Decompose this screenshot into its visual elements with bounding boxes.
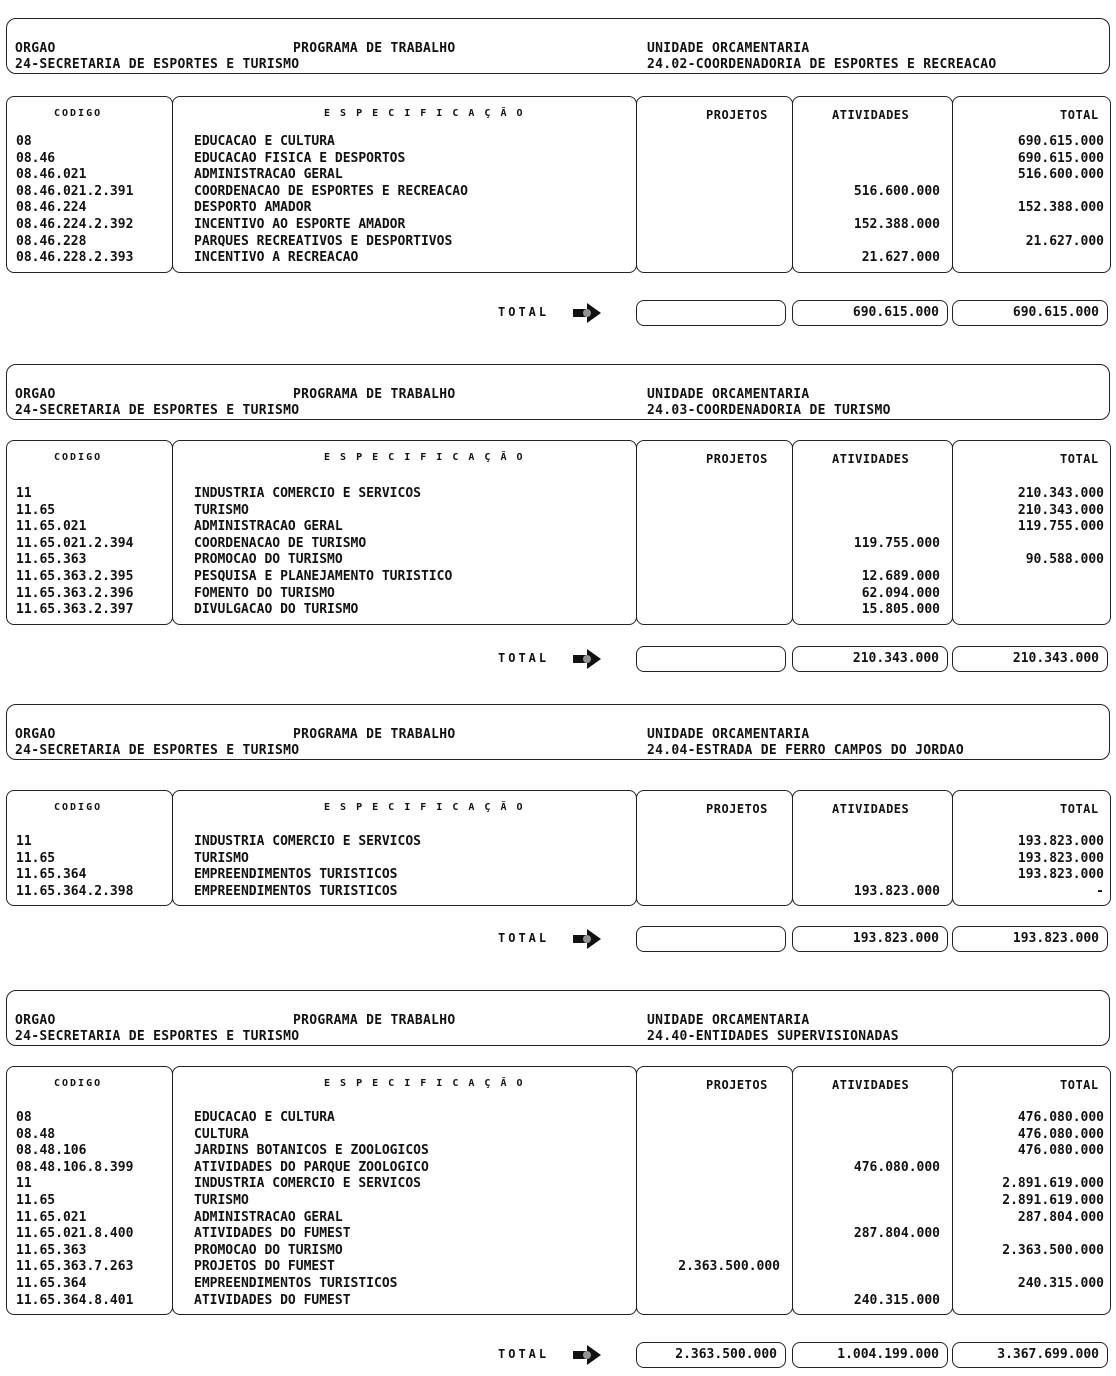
unidade-value: 24.40-ENTIDADES SUPERVISIONADAS: [647, 1029, 899, 1044]
programa-label: PROGRAMA DE TRABALHO: [293, 727, 456, 742]
table-row: [6, 1226, 1110, 1242]
cell-codigo: 11.65.363.2.397: [16, 602, 134, 618]
cell-codigo: 11.65.363: [16, 552, 87, 568]
cell-codigo: 08: [16, 1110, 32, 1125]
cell-codigo: 08.46: [16, 150, 56, 166]
header-atividades: ATIVIDADES: [832, 452, 910, 466]
cell-atividades: 240.315.000: [853, 1292, 940, 1308]
cell-especificacao: DIVULGACAO DO TURISMO: [194, 602, 359, 618]
cell-especificacao: EDUCACAO FISICA E DESPORTOS: [194, 150, 406, 166]
cell-especificacao: TURISMO: [194, 502, 249, 518]
cell-especificacao: ATIVIDADES DO FUMEST: [194, 1292, 351, 1308]
cell-total: 476.080.000: [1017, 1110, 1104, 1125]
table-row: [6, 1276, 1110, 1292]
table-row: [6, 1210, 1110, 1226]
table-row: [6, 1127, 1110, 1143]
total-projetos-box: 2.363.500.000: [636, 1342, 786, 1368]
cell-codigo: 08.46.224: [16, 200, 87, 216]
cell-especificacao: EDUCACAO E CULTURA: [194, 134, 335, 149]
cell-codigo: 11.65.363.2.395: [16, 569, 134, 584]
unidade-value: 24.04-ESTRADA DE FERRO CAMPOS DO JORDAO: [647, 743, 964, 758]
cell-especificacao: COORDENACAO DE ESPORTES E RECREACAO: [194, 183, 468, 199]
cell-especificacao: ADMINISTRACAO GERAL: [194, 519, 343, 535]
header-atividades: ATIVIDADES: [832, 108, 910, 122]
cell-codigo: 08.46.228: [16, 233, 87, 249]
cell-total: 119.755.000: [1017, 519, 1104, 535]
cell-especificacao: FOMENTO DO TURISMO: [194, 585, 335, 601]
cell-codigo: 11.65.364: [16, 1276, 87, 1291]
header-projetos: PROJETOS: [706, 108, 768, 122]
cell-especificacao: INDUSTRIA COMERCIO E SERVICOS: [194, 1176, 421, 1192]
cell-codigo: 08: [16, 134, 32, 149]
total-atividades-box: 193.823.000: [792, 926, 948, 952]
header-projetos: PROJETOS: [706, 1078, 768, 1092]
cell-total: 21.627.000: [1025, 233, 1104, 249]
budget-table: [6, 1066, 1110, 1315]
totals-row: [0, 1342, 1116, 1368]
cell-especificacao: DESPORTO AMADOR: [194, 200, 312, 216]
unidade-label: UNIDADE ORCAMENTARIA: [647, 1013, 810, 1028]
cell-total: 476.080.000: [1017, 1143, 1104, 1159]
cell-codigo: 11.65: [16, 502, 56, 518]
cell-atividades: 62.094.000: [861, 585, 940, 601]
cell-codigo: 11.65.363: [16, 1242, 87, 1258]
cell-codigo: 11.65: [16, 1193, 56, 1208]
total-total-box: 690.615.000: [952, 300, 1108, 326]
cell-codigo: 11: [16, 1176, 32, 1192]
cell-codigo: 11.65.021.2.394: [16, 535, 134, 551]
table-row: [6, 1160, 1110, 1176]
cell-atividades: 15.805.000: [861, 602, 940, 618]
cell-projetos: 2.363.500.000: [678, 1259, 780, 1275]
cell-atividades: 152.388.000: [853, 217, 940, 232]
table-row: [6, 1143, 1110, 1159]
cell-especificacao: ADMINISTRACAO GERAL: [194, 167, 343, 183]
cell-atividades: 21.627.000: [861, 250, 940, 266]
table-row: [6, 1193, 1110, 1209]
cell-especificacao: INCENTIVO A RECREACAO: [194, 250, 359, 266]
table-row: [6, 1293, 1110, 1309]
table-row: [6, 1259, 1110, 1275]
cell-total: 2.363.500.000: [1002, 1242, 1104, 1258]
cell-codigo: 11.65.364: [16, 867, 87, 883]
cell-codigo: 11: [16, 834, 32, 849]
total-total-box: 193.823.000: [952, 926, 1108, 952]
cell-especificacao: INDUSTRIA COMERCIO E SERVICOS: [194, 486, 421, 501]
total-label: TOTAL: [498, 305, 550, 319]
header-projetos: PROJETOS: [706, 802, 768, 816]
programa-label: PROGRAMA DE TRABALHO: [293, 41, 456, 56]
cell-codigo: 08.48.106: [16, 1143, 87, 1159]
table-row: [6, 1176, 1110, 1192]
cell-codigo: 11.65.021.8.400: [16, 1226, 134, 1242]
cell-atividades: 193.823.000: [853, 883, 940, 899]
orgao-value: 24-SECRETARIA DE ESPORTES E TURISMO: [15, 57, 300, 72]
total-atividades-box: 210.343.000: [792, 646, 948, 672]
cell-total: 90.588.000: [1025, 552, 1104, 568]
cell-atividades: 476.080.000: [853, 1159, 940, 1175]
cell-total: 152.388.000: [1017, 200, 1104, 216]
cell-especificacao: EDUCACAO E CULTURA: [194, 1110, 335, 1125]
header-especificacao: E S P E C I F I C A Ç Ã O: [324, 802, 525, 813]
header-total: TOTAL: [1060, 802, 1099, 816]
cell-codigo: 08.46.224.2.392: [16, 217, 134, 232]
cell-total: 193.823.000: [1017, 850, 1104, 866]
cell-atividades: 119.755.000: [853, 535, 940, 551]
cell-total: 2.891.619.000: [1002, 1176, 1104, 1192]
cell-especificacao: COORDENACAO DE TURISMO: [194, 535, 367, 551]
cell-total: 193.823.000: [1017, 867, 1104, 883]
cell-atividades: 287.804.000: [853, 1226, 940, 1242]
cell-especificacao: INCENTIVO AO ESPORTE AMADOR: [194, 217, 406, 232]
cell-especificacao: PROJETOS DO FUMEST: [194, 1259, 335, 1275]
cell-especificacao: CULTURA: [194, 1126, 249, 1142]
cell-total: 690.615.000: [1017, 134, 1104, 149]
cell-atividades: 12.689.000: [861, 569, 940, 584]
header-codigo: CODIGO: [54, 108, 103, 119]
cell-especificacao: TURISMO: [194, 850, 249, 866]
header-atividades: ATIVIDADES: [832, 802, 910, 816]
cell-especificacao: ADMINISTRACAO GERAL: [194, 1209, 343, 1225]
orgao-label: ORGAO: [15, 1013, 56, 1028]
cell-total: 690.615.000: [1017, 150, 1104, 166]
cell-codigo: 11.65.363.2.396: [16, 585, 134, 601]
unidade-label: UNIDADE ORCAMENTARIA: [647, 727, 810, 742]
cell-especificacao: INDUSTRIA COMERCIO E SERVICOS: [194, 834, 421, 849]
cell-codigo: 08.48.106.8.399: [16, 1159, 134, 1175]
cell-codigo: 11.65.363.7.263: [16, 1259, 134, 1275]
cell-total: 476.080.000: [1017, 1126, 1104, 1142]
total-atividades-box: 690.615.000: [792, 300, 948, 326]
total-total-box: 210.343.000: [952, 646, 1108, 672]
cell-codigo: 11.65: [16, 850, 56, 866]
cell-codigo: 08.48: [16, 1126, 56, 1142]
cell-codigo: 11.65.364.8.401: [16, 1292, 134, 1308]
total-label: TOTAL: [498, 931, 550, 945]
section-header: [6, 990, 1110, 1046]
cell-especificacao: PARQUES RECREATIVOS E DESPORTIVOS: [194, 233, 453, 249]
total-label: TOTAL: [498, 1347, 550, 1361]
orgao-value: 24-SECRETARIA DE ESPORTES E TURISMO: [15, 743, 300, 758]
cell-codigo: 08.46.228.2.393: [16, 250, 134, 266]
cell-codigo: 11.65.021: [16, 519, 87, 535]
cell-codigo: 11.65.021: [16, 1209, 87, 1225]
cell-especificacao: ATIVIDADES DO PARQUE ZOOLOGICO: [194, 1159, 429, 1175]
cell-atividades: 516.600.000: [853, 183, 940, 199]
total-label: TOTAL: [498, 651, 550, 665]
header-especificacao: E S P E C I F I C A Ç Ã O: [324, 452, 525, 463]
cell-especificacao: JARDINS BOTANICOS E ZOOLOGICOS: [194, 1143, 429, 1159]
cell-especificacao: TURISMO: [194, 1193, 249, 1208]
cell-total: 210.343.000: [1017, 486, 1104, 501]
table-row: [6, 1243, 1110, 1259]
cell-especificacao: ATIVIDADES DO FUMEST: [194, 1226, 351, 1242]
cell-total: 193.823.000: [1017, 834, 1104, 849]
cell-total: 2.891.619.000: [1002, 1193, 1104, 1208]
total-total-box: 3.367.699.000: [952, 1342, 1108, 1368]
header-especificacao: E S P E C I F I C A Ç Ã O: [324, 108, 525, 119]
programa-label: PROGRAMA DE TRABALHO: [293, 1013, 456, 1028]
header-atividades: ATIVIDADES: [832, 1078, 910, 1092]
cell-total: 287.804.000: [1017, 1209, 1104, 1225]
cell-total: 516.600.000: [1017, 167, 1104, 183]
cell-codigo: 11.65.364.2.398: [16, 883, 134, 899]
unidade-label: UNIDADE ORCAMENTARIA: [647, 41, 810, 56]
header-especificacao: E S P E C I F I C A Ç Ã O: [324, 1078, 525, 1089]
cell-codigo: 08.46.021.2.391: [16, 183, 134, 199]
arrow-right-icon: [572, 1344, 602, 1366]
unidade-value: 24.03-COORDENADORIA DE TURISMO: [647, 403, 891, 418]
orgao-value: 24-SECRETARIA DE ESPORTES E TURISMO: [15, 1029, 300, 1044]
cell-especificacao: PESQUISA E PLANEJAMENTO TURISTICO: [194, 569, 453, 584]
cell-total: -: [1096, 883, 1104, 899]
orgao-value: 24-SECRETARIA DE ESPORTES E TURISMO: [15, 403, 300, 418]
cell-especificacao: EMPREENDIMENTOS TURISTICOS: [194, 1276, 398, 1291]
header-total: TOTAL: [1060, 108, 1099, 122]
total-atividades-box: 1.004.199.000: [792, 1342, 948, 1368]
cell-codigo: 11: [16, 486, 32, 501]
cell-total: 210.343.000: [1017, 502, 1104, 518]
cell-total: 240.315.000: [1017, 1276, 1104, 1291]
unidade-value: 24.02-COORDENADORIA DE ESPORTES E RECREACAO: [647, 57, 997, 72]
header-projetos: PROJETOS: [706, 452, 768, 466]
header-total: TOTAL: [1060, 452, 1099, 466]
cell-especificacao: EMPREENDIMENTOS TURISTICOS: [194, 867, 398, 883]
header-codigo: CODIGO: [54, 802, 103, 813]
orgao-label: ORGAO: [15, 727, 56, 742]
orgao-label: ORGAO: [15, 387, 56, 402]
cell-especificacao: PROMOCAO DO TURISMO: [194, 1242, 343, 1258]
header-codigo: CODIGO: [54, 452, 103, 463]
header-total: TOTAL: [1060, 1078, 1099, 1092]
cell-especificacao: EMPREENDIMENTOS TURISTICOS: [194, 883, 398, 899]
cell-especificacao: PROMOCAO DO TURISMO: [194, 552, 343, 568]
cell-codigo: 08.46.021: [16, 167, 87, 183]
table-row: [6, 1110, 1110, 1126]
orgao-label: ORGAO: [15, 41, 56, 56]
header-codigo: CODIGO: [54, 1078, 103, 1089]
programa-label: PROGRAMA DE TRABALHO: [293, 387, 456, 402]
unidade-label: UNIDADE ORCAMENTARIA: [647, 387, 810, 402]
